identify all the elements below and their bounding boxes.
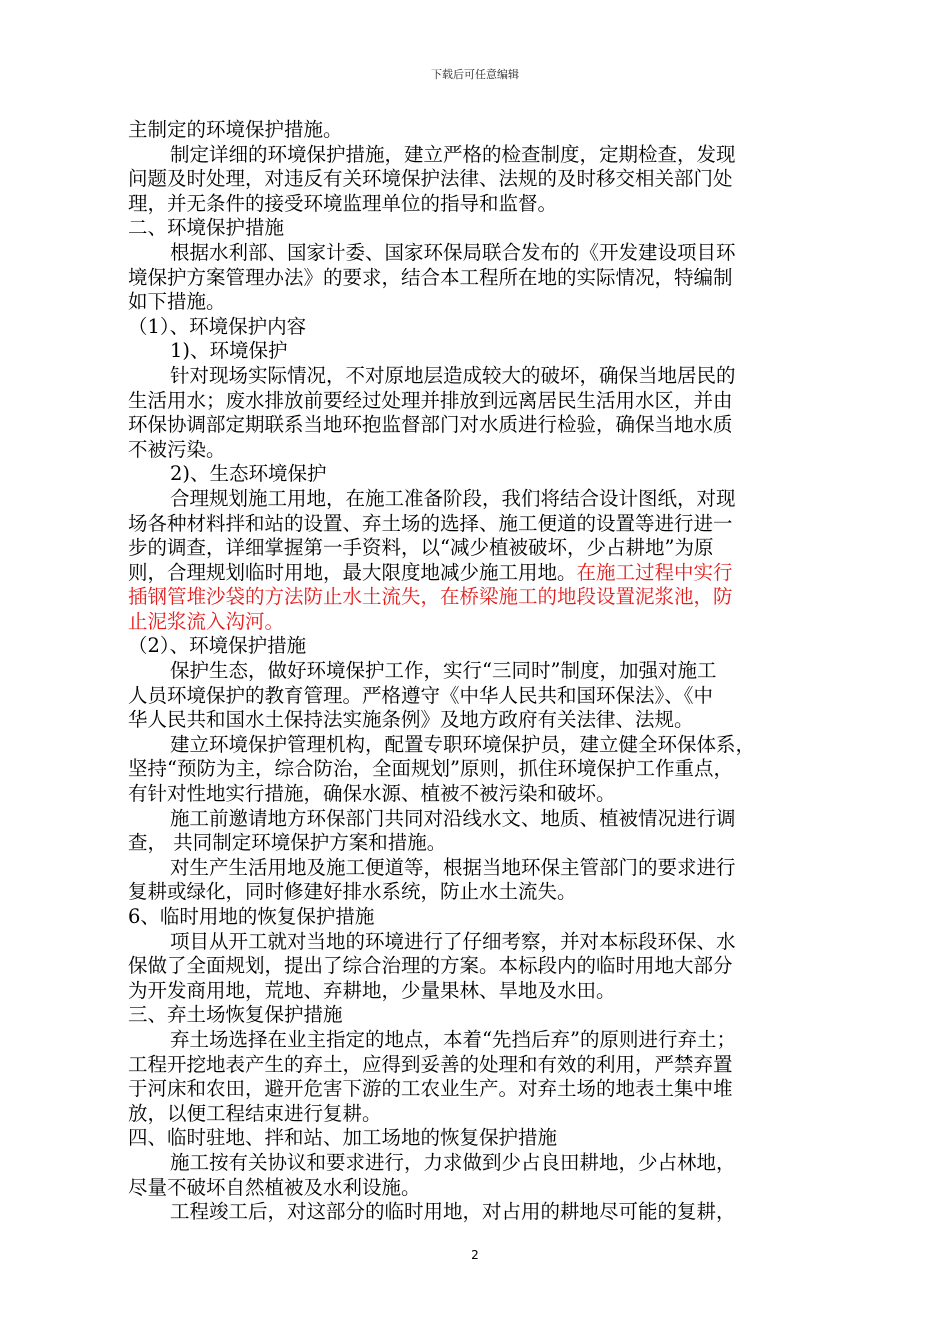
highlighted-text: 在施工过程中实行 <box>576 560 733 584</box>
line-text: 保护生态，做好环境保护工作，实行“三同时”制度，加强对施工 <box>170 659 717 683</box>
text-line <box>128 757 842 782</box>
line-text: 2)、生态环境保护 <box>170 462 327 486</box>
text-line <box>128 339 842 364</box>
text-line <box>128 585 842 610</box>
line-text: 坚持“预防为主，综合防治，全面规划”原则，抓住环境保护工作重点， <box>128 757 733 781</box>
line-text: 理，并无条件的接受环境监理单位的指导和监督。 <box>128 191 558 215</box>
text-line <box>128 1176 842 1201</box>
page-header: 下载后可任意编辑 <box>431 68 519 81</box>
line-text: （1）、环境保护内容 <box>128 314 307 338</box>
text-line <box>128 782 842 807</box>
line-text: 制定详细的环境保护措施，建立严格的检查制度，定期检查，发现 <box>170 142 736 166</box>
line-text: 放，以便工程结束进行复耕。 <box>128 1101 382 1125</box>
line-text: 四、临时驻地、拌和站、加工场地的恢复保护措施 <box>128 1126 558 1150</box>
text-line <box>128 610 842 635</box>
line-text: 则，合理规划临时用地，最大限度地减少施工用地。 <box>128 560 577 584</box>
text-line <box>128 1151 842 1176</box>
text-line <box>128 1003 842 1028</box>
line-text: 于河床和农田，避开危害下游的工农业生产。对弃土场的地表土集中堆 <box>128 1077 733 1101</box>
text-line <box>128 561 842 586</box>
line-text: 施工按有关协议和要求进行，力求做到少占良田耕地，少占林地， <box>170 1150 736 1174</box>
text-line <box>128 192 842 217</box>
text-line <box>128 1200 842 1225</box>
text-line <box>128 1102 842 1127</box>
line-text: 6、临时用地的恢复保护措施 <box>128 905 375 928</box>
page-number: 2 <box>471 1248 479 1262</box>
line-text: 场各种材料拌和站的设置、弃土场的选择、施工便道的设置等进行进一 <box>128 511 733 535</box>
text-line <box>128 659 842 684</box>
text-line <box>128 266 842 291</box>
text-line <box>128 241 842 266</box>
text-line <box>128 536 842 561</box>
line-text: 不被污染。 <box>128 437 226 461</box>
line-text: 尽量不破坏自然植被及水利设施。 <box>128 1175 421 1199</box>
line-text: 合理规划施工用地，在施工准备阶段，我们将结合设计图纸，对现 <box>170 486 736 510</box>
line-text: 主制定的环境保护措施。 <box>128 118 343 141</box>
text-line <box>128 1028 842 1053</box>
text-line <box>128 167 842 192</box>
text-line <box>128 807 842 832</box>
line-text: 根据水利部、国家计委、国家环保局联合发布的《开发建设项目环 <box>170 240 736 264</box>
text-line <box>128 1077 842 1102</box>
line-text: 人员环境保护的教育管理。严格遵守《中华人民共和国环保法》、《中 <box>128 683 714 707</box>
text-line <box>128 364 842 389</box>
highlighted-text: 止泥浆流入沟河。 <box>128 609 285 633</box>
line-text: 华人民共和国水土保持法实施条例》及地方政府有关法律、法规。 <box>128 708 694 732</box>
text-line <box>128 856 842 881</box>
text-line <box>128 118 842 143</box>
line-text: 保做了全面规划，提出了综合治理的方案。本标段内的临时用地大部分 <box>128 954 733 978</box>
line-text: 工程竣工后，对这部分的临时用地，对占用的耕地尽可能的复耕， <box>170 1200 736 1224</box>
text-line <box>128 634 842 659</box>
line-text: 环保协调部定期联系当地环抱监督部门对水质进行检验，确保当地水质 <box>128 413 733 437</box>
text-line <box>128 684 842 709</box>
line-text: 有针对性地实行措施，确保水源、植被不被污染和破坏。 <box>128 782 616 806</box>
text-line <box>128 880 842 905</box>
line-text: 问题及时处理，对违反有关环境保护法律、法规的及时移交相关部门处 <box>128 167 733 191</box>
line-text: 施工前邀请地方环保部门共同对沿线水文、地质、植被情况进行调 <box>170 806 736 830</box>
text-line <box>128 315 842 340</box>
text-line <box>128 143 842 168</box>
line-text: 项目从开工就对当地的环境进行了仔细考察，并对本标段环保、水 <box>170 929 736 953</box>
highlighted-text: 插钢管堆沙袋的方法防止水土流失，在桥梁施工的地段设置泥浆池，防 <box>128 585 733 609</box>
line-text: 对生产生活用地及施工便道等，根据当地环保主管部门的要求进行 <box>170 855 736 879</box>
line-text: 查， 共同制定环境保护方案和措施。 <box>128 831 447 855</box>
line-text: 弃土场选择在业主指定的地点，本着“先挡后弃”的原则进行弃土； <box>170 1027 736 1051</box>
text-line <box>128 954 842 979</box>
line-text: 步的调查，详细掌握第一手资料，以“减少植被破坏，少占耕地”为原 <box>128 536 714 560</box>
text-line <box>128 905 842 930</box>
line-text: （2）、环境保护措施 <box>128 634 307 658</box>
text-line <box>128 1053 842 1078</box>
line-text: 境保护方案管理办法》的要求，结合本工程所在地的实际情况，特编制 <box>128 265 733 289</box>
line-text: 工程开挖地表产生的弃土，应得到妥善的处理和有效的利用，严禁弃置 <box>128 1052 733 1076</box>
text-line <box>128 290 842 315</box>
text-line <box>128 512 842 537</box>
line-text: 为开发商用地，荒地、弃耕地，少量果林、旱地及水田。 <box>128 978 616 1002</box>
text-line <box>128 1126 842 1151</box>
line-text: 生活用水；废水排放前要经过处理并排放到远离居民生活用水区，并由 <box>128 388 733 412</box>
line-text: 三、弃土场恢复保护措施 <box>128 1003 343 1027</box>
text-line <box>128 462 842 487</box>
text-line <box>128 930 842 955</box>
text-line <box>128 389 842 414</box>
line-text: 如下措施。 <box>128 290 226 314</box>
text-line <box>128 831 842 856</box>
line-text: 针对现场实际情况，不对原地层造成较大的破坏，确保当地居民的 <box>170 363 736 387</box>
text-line <box>128 216 842 241</box>
document-body <box>128 118 842 1225</box>
text-line <box>128 733 842 758</box>
text-line <box>128 487 842 512</box>
line-text: 1)、环境保护 <box>170 339 288 363</box>
line-text: 二、环境保护措施 <box>128 216 285 240</box>
text-line <box>128 708 842 733</box>
text-line <box>128 413 842 438</box>
line-text: 建立环境保护管理机构，配置专职环境保护员，建立健全环保体系， <box>170 732 756 756</box>
line-text: 复耕或绿化，同时修建好排水系统，防止水土流失。 <box>128 880 577 904</box>
text-line <box>128 438 842 463</box>
text-line <box>128 979 842 1004</box>
